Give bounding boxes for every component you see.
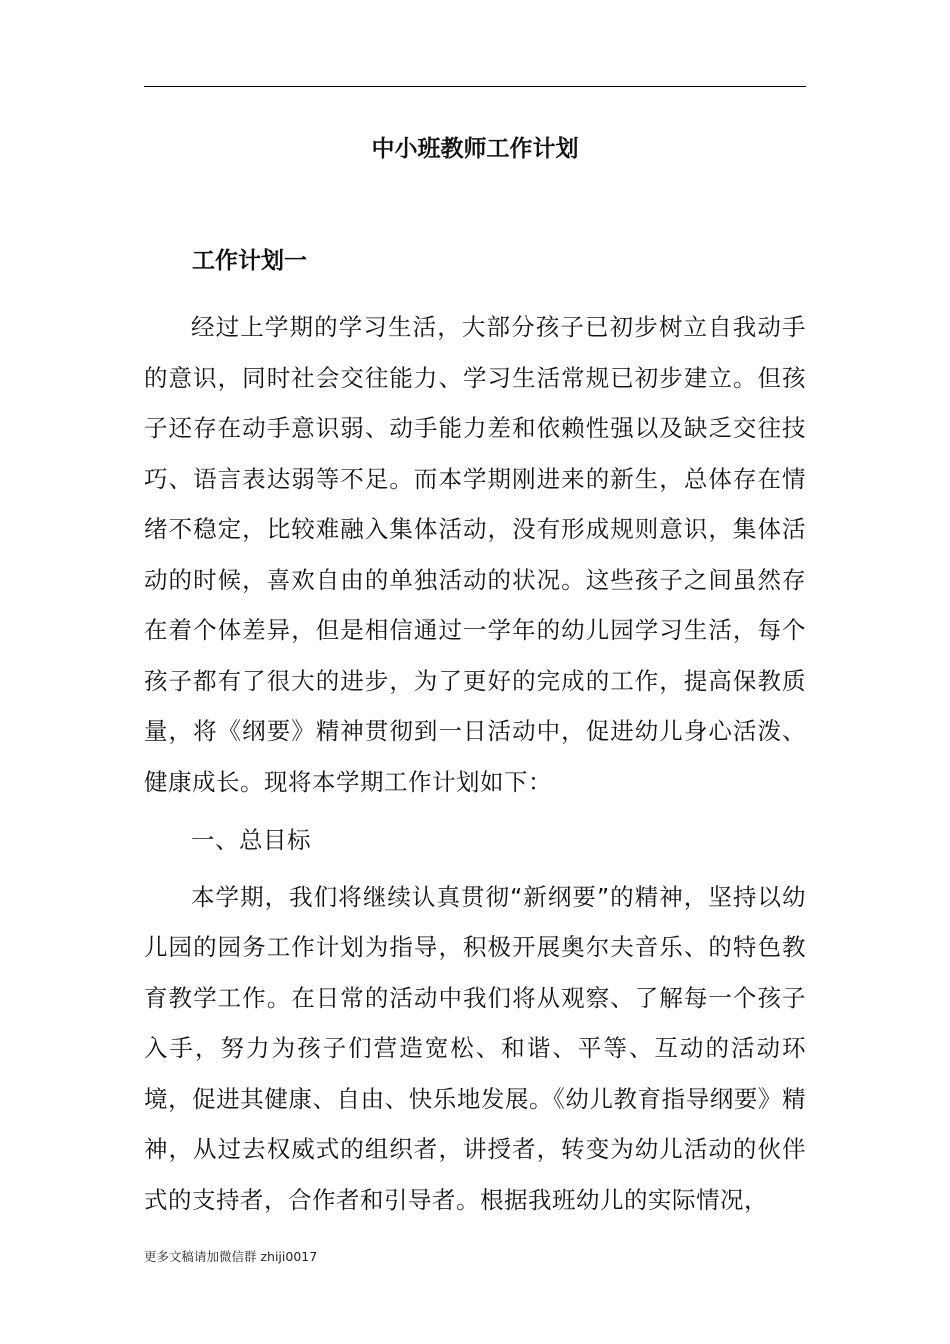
paragraph-intro: 经过上学期的学习生活，大部分孩子已初步树立自我动手的意识，同时社会交往能力、学习生活常规已初步建立。但孩子还存在动手意识弱、动手能力差和依赖性强以及缺乏交往技巧、语言表达弱等不足。而本学期刚进来的新生，总体存在情绪不稳定，比较难融入集体活动，没有形成规则意识，集体活动的时候，喜欢自由的单独活动的状况。这些孩子之间虽然存在着个体差异，但是相信通过一学年的幼儿园学习生活，每个孩子都有了很大的进步，为了更好的完成的工作，提高保教质量，将《纲要》精神贯彻到一日活动中，促进幼儿身心活泼、健康成长。现将本学期工作计划如下： xyxy=(144,313,806,796)
header-rule xyxy=(144,86,806,87)
section-heading: 工作计划一 xyxy=(192,248,307,274)
document-body xyxy=(144,238,806,1225)
document-title: 中小班教师工作计划 xyxy=(371,136,579,162)
paragraph-goal: 本学期，我们将继续认真贯彻“新纲要”的精神，坚持以幼儿园的园务工作计划为指导，积极开展奥尔夫音乐、的特色教育教学工作。在日常的活动中我们将从观察、了解每一个孩子入手，努力为孩子们营造宽松、和谐、平等、互动的活动环境，促进其健康、自由、快乐地发展。《幼儿教育指导纲要》精神，从过去权威式的组织者，讲授者，转变为幼儿活动的伙伴式的支持者，合作者和引导者。根据我班幼儿的实际情况， xyxy=(144,882,806,1214)
sub-heading-general-goal: 一、总目标 xyxy=(191,826,311,854)
footer-note: 更多文稿请加微信群 zhiji0017 xyxy=(144,1249,318,1264)
